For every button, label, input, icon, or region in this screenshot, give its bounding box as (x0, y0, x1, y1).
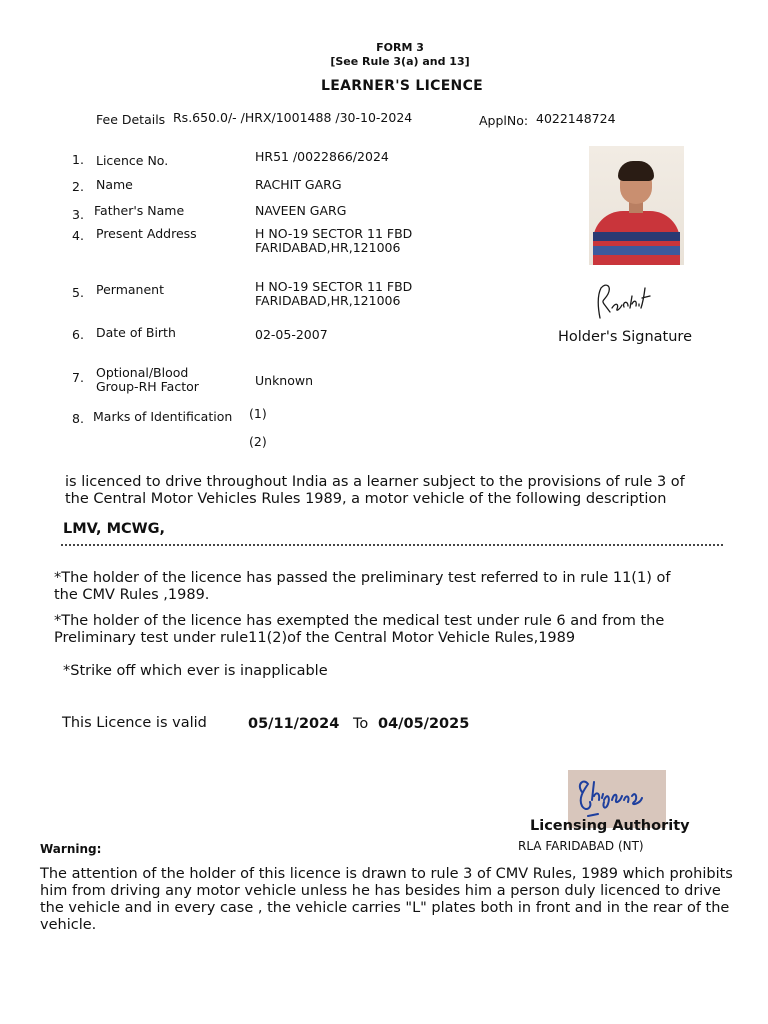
field-number: 2. (72, 179, 84, 194)
fathers-name-value: NAVEEN GARG (255, 203, 347, 218)
name-label: Name (96, 177, 133, 192)
name-value: RACHIT GARG (255, 177, 342, 192)
field-number: 1. (72, 152, 84, 167)
medical-test-note-line2: Preliminary test under rule11(2)of the Central Motor Vehicle Rules,1989 (54, 630, 576, 646)
holder-signature-label: Holder's Signature (558, 329, 692, 345)
holder-photo (589, 146, 684, 265)
licence-text-line1: is licenced to drive throughout India as a learner subject to the provisions of rule 3 of (65, 474, 685, 490)
identification-mark-2: (2) (249, 434, 267, 449)
fathers-name-label: Father's Name (94, 203, 185, 218)
licence-text-line2: the Central Motor Vehicles Rules 1989, a motor vehicle of the following description (65, 491, 667, 507)
date-of-birth-value: 02-05-2007 (255, 327, 328, 342)
rule-reference: [See Rule 3(a) and 13] (330, 55, 470, 68)
medical-test-note-line1: *The holder of the licence has exempted the medical test under rule 6 and from the (54, 613, 665, 629)
form-number: FORM 3 (376, 41, 424, 54)
vehicle-class: LMV, MCWG, (63, 521, 166, 537)
fee-details-label: Fee Details (96, 112, 166, 127)
dotted-divider (61, 544, 723, 546)
fee-details-value: Rs.650.0/- /HRX/1001488 /30-10-2024 (173, 110, 413, 125)
licensing-authority-label: Licensing Authority (530, 818, 690, 834)
licence-no-value: HR51 /0022866/2024 (255, 149, 389, 164)
identification-marks-label: Marks of Identification (93, 409, 233, 424)
warning-heading: Warning: (40, 842, 102, 856)
application-number-value: 4022148724 (536, 111, 616, 126)
blood-group-label-line1: Optional/Blood (96, 365, 189, 380)
validity-to-word: To (353, 716, 369, 732)
field-number: 4. (72, 228, 84, 243)
warning-text: The attention of the holder of this licence is drawn to rule 3 of CMV Rules, 1989 which prohibits him from driving any motor vehicle unless he has besides him a person duly licenced to drive the vehicle and in every case , the vehicle carries "L" plates both in front and in the rear of the vehicle. (40, 866, 733, 933)
validity-label: This Licence is valid (62, 715, 207, 731)
strike-off-note: *Strike off which ever is inapplicable (63, 663, 328, 679)
permanent-address-line1: H NO-19 SECTOR 11 FBD (255, 279, 413, 294)
preliminary-test-note-line2: the CMV Rules ,1989. (54, 587, 210, 603)
field-number: 3. (72, 207, 84, 222)
holder-signature-image (592, 278, 658, 322)
document-title: LEARNER'S LICENCE (320, 78, 484, 94)
licence-no-label: Licence No. (96, 153, 169, 168)
valid-to-date: 04/05/2025 (378, 716, 470, 732)
present-address-label: Present Address (96, 226, 197, 241)
date-of-birth-label: Date of Birth (96, 325, 176, 340)
valid-from-date: 05/11/2024 (248, 716, 340, 732)
permanent-address-label: Permanent (96, 282, 164, 297)
authority-office: RLA FARIDABAD (NT) (518, 839, 644, 853)
present-address-line1: H NO-19 SECTOR 11 FBD (255, 226, 413, 241)
field-number: 5. (72, 285, 84, 300)
permanent-address-line2: FARIDABAD,HR,121006 (255, 293, 401, 308)
application-number-label: ApplNo: (479, 113, 529, 128)
preliminary-test-note-line1: *The holder of the licence has passed the preliminary test referred to in rule 11(1) of (54, 570, 671, 586)
identification-mark-1: (1) (249, 406, 267, 421)
field-number: 7. (72, 370, 84, 385)
field-number: 8. (72, 411, 84, 426)
blood-group-value: Unknown (255, 373, 314, 388)
blood-group-label-line2: Group-RH Factor (96, 379, 199, 394)
present-address-line2: FARIDABAD,HR,121006 (255, 240, 401, 255)
field-number: 6. (72, 327, 84, 342)
